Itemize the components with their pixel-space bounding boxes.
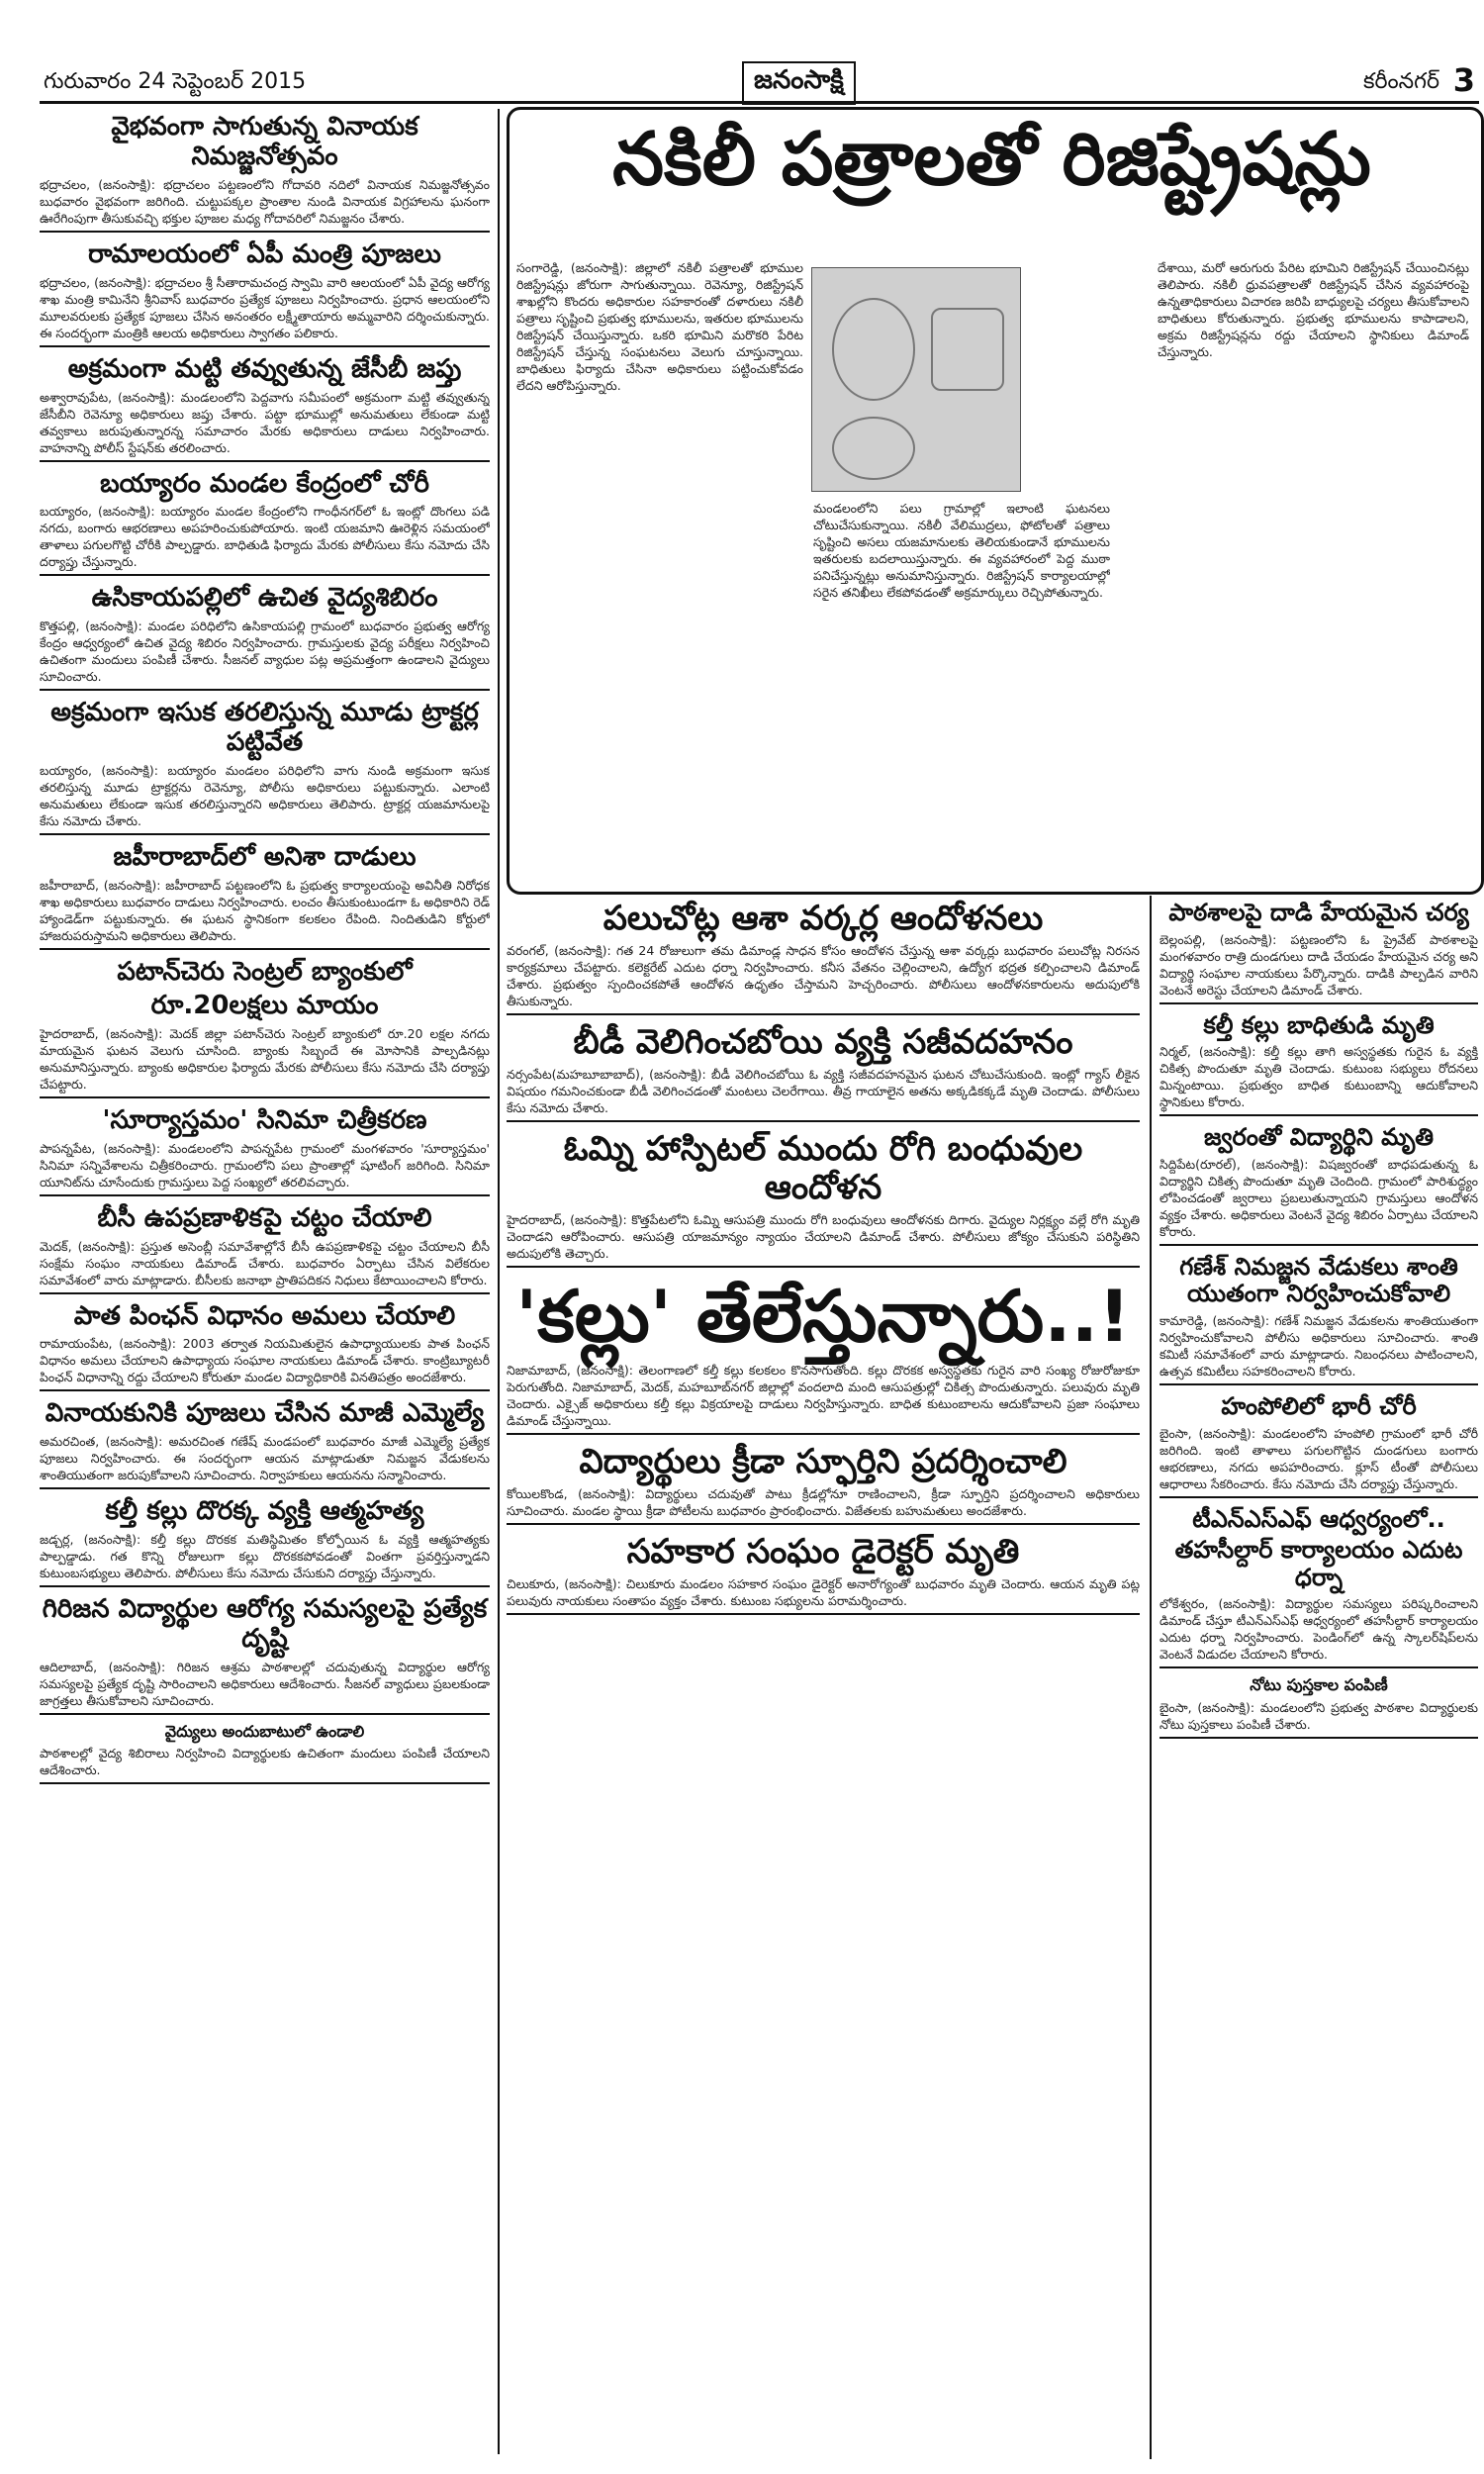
news-story (507, 1276, 1140, 1435)
right-column (1159, 896, 1478, 2459)
story-divider (507, 1523, 1140, 1525)
story-body: లోకేశ్వరం, (జనంసాక్షి): విద్యార్థుల సమస్యలు పరిష్కరించాలని డిమాండ్ చేస్తూ టీఎన్‌ఎస్‌ఎఫ్ ఆధ్వర్యంలో తహసీల్దార్ కార్యాలయం ఎదుట ధర్నా నిర్వహించారు. పెండింగ్‌లో ఉన్న స్కాలర్‌షిప్‌లను వెంటనే విడుదల చేయాలని కోరారు. (1159, 1596, 1478, 1663)
news-story (40, 355, 490, 462)
story-divider (40, 1194, 490, 1196)
page-header (40, 61, 1479, 104)
news-story (40, 584, 490, 691)
story-divider (1159, 1114, 1478, 1116)
news-story (1159, 1124, 1478, 1246)
story-body: జడ్చర్ల, (జనంసాక్షి): కల్తీ కల్లు దొరకక మతిస్థిమితం కోల్పోయిన ఓ వ్యక్తి ఆత్మహత్యకు పాల్పడ్డాడు. గత కొన్ని రోజులుగా కల్లు దొరకకపోవడంతో వింతగా ప్రవర్తిస్తున్నాడని కుటుంబసభ్యులు తెలిపారు. పోలీసులు కేసు నమోదు చేసుకుని దర్యాప్తు చేస్తున్నారు. (40, 1532, 490, 1581)
story-headline: అక్రమంగా ఇసుక తరలిస్తున్న మూడు ట్రాక్టర్ల పట్టివేత (50, 698, 479, 758)
story-headline: కల్తీ కల్లు దొరక్క వ్యక్తి ఆత్మహత్య (105, 1496, 424, 1527)
story-body: కామారెడ్డి, (జనంసాక్షి): గణేశ్ నిమజ్జన వేడుకలను శాంతియుతంగా నిర్వహించుకోవాలని పోలీసు అధికారులు సూచించారు. శాంతి కమిటీ సమావేశంలో వారు మాట్లాడారు. నిబంధనలు పాటించాలని, ఉత్సవ కమిటీలు సహకరించాలని కోరారు. (1159, 1312, 1478, 1379)
story-body: సిద్దిపేట(రూరల్), (జనంసాక్షి): విషజ్వరంతో బాధపడుతున్న ఓ విద్యార్థిని చికిత్స పొందుతూ మృతి చెందింది. గ్రామంలో పారిశుద్ధ్యం లోపించడంతో జ్వరాలు ప్రబలుతున్నాయని గ్రామస్తులు ఆందోళన వ్యక్తం చేశారు. అధికారులు వెంటనే వైద్య శిబిరం ఏర్పాటు చేయాలని కోరారు. (1159, 1156, 1478, 1239)
story-divider (40, 231, 490, 233)
news-story (40, 1595, 490, 1715)
story-headline: గణేశ్ నిమజ్జన వేడుకలు శాంతి యుతంగా నిర్వహించుకోవాలి (1179, 1252, 1458, 1308)
story-headline: ఓమ్ని హాస్పిటల్ ముందు రోగి బంధువుల ఆందోళన (563, 1129, 1083, 1208)
story-divider (507, 1120, 1140, 1122)
story-divider (40, 574, 490, 576)
story-headline: 'సూర్యాస్తమం' సినిమా చిత్రీకరణ (102, 1104, 427, 1135)
story-headline: వినాయకునికి పూజలు చేసిన మాజీ ఎమ్మెల్యే (45, 1398, 485, 1429)
story-divider (40, 689, 490, 691)
story-body: కొత్తపల్లి, (జనంసాక్షి): మండల పరిధిలోని ఉసికాయపల్లి గ్రామంలో బుధవారం ప్రభుత్వ ఆరోగ్య కేంద్రం ఆధ్వర్యంలో ఉచిత వైద్య శిబిరం నిర్వహించారు. గ్రామస్తులకు వైద్య పరీక్షలు నిర్వహించి ఉచితంగా మందులు పంపిణీ చేశారు. సీజనల్ వ్యాధుల పట్ల అప్రమత్తంగా ఉండాలని వైద్యులు సూచించారు. (40, 618, 490, 685)
story-body: బయ్యారం, (జనంసాక్షి): బయ్యారం మండలం పరిధిలోని వాగు నుండి అక్రమంగా ఇసుక తరలిస్తున్న మూడు ట్రాక్టర్లను రెవెన్యూ, పోలీసు అధికారులు పట్టుకున్నారు. ఎలాంటి అనుమతులు లేకుండా ఇసుక తరలిస్తున్నారని అధికారులు తెలిపారు. ట్రాక్టర్ల యజమానులపై కేసు నమోదు చేశారు. (40, 763, 490, 829)
issue-date: గురువారం 24 సెప్టెంబర్ 2015 (44, 69, 307, 94)
story-body: భద్రాచలం, (జనంసాక్షి): భద్రాచలం శ్రీ సీతారామచంద్ర స్వామి వారి ఆలయంలో ఏపీ వైద్య ఆరోగ్య శాఖ మంత్రి కామినేని శ్రీనివాస్ బుధవారం ప్రత్యేక పూజలు నిర్వహించారు. ప్రధాన ఆలయంలోని మూలవరులకు ప్రత్యేక పూజలు చేసిన అనంతరం లక్ష్మీతాయారు అమ్మవారిని దర్శించుకున్నారు. ఈ సందర్భంగా మంత్రికి ఆలయ అధికారులు స్వాగతం పలికారు. (40, 274, 490, 340)
story-divider (1159, 1383, 1478, 1385)
story-divider (40, 460, 490, 462)
story-divider (507, 1266, 1140, 1268)
fingerprint-icon (832, 417, 915, 480)
story-headline: పాత పింఛన్ విధానం అమలు చేయాలి (73, 1300, 456, 1331)
news-story (1159, 900, 1478, 1004)
news-story (40, 843, 490, 950)
story-headline: పాఠశాలపై దాడి హేయమైన చర్య (1168, 899, 1469, 926)
story-headline: అక్రమంగా మట్టి తవ్వుతున్న జేసీబీ జప్తు (67, 353, 462, 384)
middle-column (507, 896, 1140, 2459)
fingerprint-icon (832, 298, 915, 401)
story-body: అశ్వారావుపేట, (జనంసాక్షి): మండలంలోని పెద్దవాగు సమీపంలో అక్రమంగా మట్టి తవ్వుతున్న జేసీబీని రెవెన్యూ అధికారులు జప్తు చేశారు. పట్టా భూముల్లో అనుమతులు లేకుండా మట్టి తవ్వకాలు జరుపుతున్నారన్న సమాచారం మేరకు అధికారులు దాడులు నిర్వహించారు. వాహనాన్ని పోలీస్ స్టేషన్‌కు తరలించారు. (40, 389, 490, 455)
story-divider (1159, 1002, 1478, 1004)
story-headline: హంపోలిలో భారీ చోరీ (1221, 1391, 1417, 1420)
story-body: అమరచింత, (జనంసాక్షి): అమరచింత గణేష్ మండపంలో బుధవారం మాజీ ఎమ్మెల్యే ప్రత్యేక పూజలు నిర్వహించారు. ఈ సందర్భంగా ఆయన మాట్లాడుతూ నిమజ్జన వేడుకలను శాంతియుతంగా జరుపుకోవాలని సూచించారు. నిర్వాహకులు ఆయనను సన్మానించారు. (40, 1434, 490, 1483)
story-headline: 'కల్లు' తేలేస్తున్నారు..! (515, 1275, 1131, 1359)
story-body: భద్రాచలం, (జనంసాక్షి): భద్రాచలం పట్టణంలోని గోదావరి నదిలో వినాయక నిమజ్జనోత్సవం బుధవారం వైభవంగా జరిగింది. చుట్టుపక్కల ప్రాంతాల నుండి వినాయక విగ్రహాలను ఘనంగా ఊరేగింపుగా తీసుకువచ్చి భక్తుల పూజల మధ్య గోదావరిలో నిమజ్జనం చేశారు. (40, 176, 490, 226)
news-story (40, 1204, 490, 1294)
story-headline: ఉసికాయపల్లిలో ఉచిత వైద్యశిబిరం (91, 583, 438, 614)
news-story (40, 699, 490, 835)
story-body: కోయిలకొండ, (జనంసాక్షి): విద్యార్థులు చదువుతో పాటు క్రీడల్లోనూ రాణించాలని, క్రీడా స్ఫూర్తిని ప్రదర్శించాలని అధికారులు సూచించారు. మండల స్థాయి క్రీడా పోటీలను బుధవారం ప్రారంభించారు. విజేతలకు బహుమతులు అందజేశారు. (507, 1486, 1140, 1519)
story-body: ఆదిలాబాద్, (జనంసాక్షి): గిరిజన ఆశ్రమ పాఠశాలల్లో చదువుతున్న విద్యార్థుల ఆరోగ్య సమస్యలపై ప్రత్యేక దృష్టి సారించాలని అధికారులు ఆదేశించారు. సీజనల్ వ్యాధులు ప్రబలకుండా జాగ్రత్తలు తీసుకోవాలని సూచించారు. (40, 1660, 490, 1709)
story-subheading: వైద్యులు అందుబాటులో ఉండాలి (164, 1722, 365, 1742)
story-divider (1159, 1496, 1478, 1498)
news-story (1159, 1506, 1478, 1669)
story-body: బైంసా, (జనంసాక్షి): మండలంలోని హంపోలి గ్రామంలో భారీ చోరీ జరిగింది. ఇంటి తాళాలు పగులగొట్టిన దుండగులు బంగారు ఆభరణాలు, నగదు అపహరించారు. క్లూస్ టీంతో పోలీసులు ఆధారాలు సేకరించారు. కేసు నమోదు చేసి దర్యాప్తు చేస్తున్నారు. (1159, 1425, 1478, 1491)
story-body: బయ్యారం, (జనంసాక్షి): బయ్యారం మండల కేంద్రంలోని గాంధీనగర్‌లో ఓ ఇంట్లో దొంగలు పడి నగదు, బంగారు ఆభరణాలు అపహరించుకుపోయారు. ఇంటి యజమాని ఊరెళ్లిన సమయంలో తాళాలు పగులగొట్టి చోరీకి పాల్పడ్డారు. బాధితుడి ఫిర్యాదు మేరకు పోలీసులు కేసు నమోదు చేసి దర్యాప్తు చేస్తున్నారు. (40, 504, 490, 570)
story-divider (1159, 1737, 1478, 1739)
story-headline: బీడీ వెలిగించబోయి వ్యక్తి సజీవదహనం (573, 1022, 1073, 1063)
story-divider (1159, 1244, 1478, 1246)
story-headline: బయ్యారం మండల కేంద్రంలో చోరీ (100, 468, 429, 499)
fingerprint-photo (811, 267, 1021, 492)
story-divider (40, 833, 490, 835)
story-divider (40, 1096, 490, 1098)
column-divider (1150, 896, 1152, 2459)
news-story (507, 900, 1140, 1015)
story-headline: విద్యార్థులు క్రీడా స్ఫూర్తిని ప్రదర్శించాలి (579, 1442, 1067, 1482)
news-story (507, 1130, 1140, 1268)
left-column (40, 109, 490, 2464)
news-story (40, 1302, 490, 1392)
story-body: బెల్లంపల్లి, (జనంసాక్షి): పట్టణంలోని ఓ ప్రైవేట్ పాఠశాలపై మంగళవారం రాత్రి దుండగులు దాడి చేయడం హేయమైన చర్య అని విద్యార్థి సంఘాల నాయకులు పేర్కొన్నారు. దాడికి పాల్పడిన వారిని వెంటనే అరెస్టు చేయాలని డిమాండ్ చేశారు. (1159, 931, 1478, 998)
story-body: జహీరాబాద్, (జనంసాక్షి): జహీరాబాద్ పట్టణంలోని ఓ ప్రభుత్వ కార్యాలయంపై అవినీతి నిరోధక శాఖ అధికారులు బుధవారం దాడులు నిర్వహించారు. లంచం తీసుకుంటుండగా ఓ అధికారిని రెడ్ హ్యాండెడ్‌గా పట్టుకున్నారు. ఈ ఘటన స్థానికంగా కలకలం రేపింది. నిందితుడిని కోర్టులో హాజరుపరుస్తామని అధికారులు తెలిపారు. (40, 878, 490, 944)
news-story (507, 1443, 1140, 1525)
lead-body-col1: సంగారెడ్డి, (జనంసాక్షి): జిల్లాలో నకిలీ పత్రాలతో భూముల రిజిస్ట్రేషన్లు జోరుగా సాగుతున్నాయి. రెవెన్యూ, రిజిస్ట్రేషన్ శాఖల్లోని కొందరు అధికారుల సహకారంతో దళారులు నకిలీ పత్రాలు సృష్టించి ప్రభుత్వ భూములను, ఇతరుల భూములను రిజిస్ట్రేషన్ చేయిస్తున్నారు. ఒకరి భూమిని మరొకరి పేరిట రిజిస్ట్రేషన్ చేస్తున్న సంఘటనలు వెలుగు చూస్తున్నాయి. బాధితులు ఫిర్యాదు చేసినా అధికారులు పట్టించుకోవడం లేదని ఆరోపిస్తున్నారు. (516, 260, 803, 393)
lead-body-col3: దేశాయి, మరో ఆరుగురు పేరిట భూమిని రిజిస్ట్రేషన్ చేయించినట్లు తెలిపారు. నకిలీ ధ్రువపత్రాలతో రిజిస్ట్రేషన్ చేసిన వ్యవహారంపై ఉన్నతాధికారులు విచారణ జరిపి బాధ్యులపై చర్యలు తీసుకోవాలని బాధితులు కోరుతున్నారు. ప్రభుత్వ భూములను కాపాడాలని, అక్రమ రిజిస్ట్రేషన్లను రద్దు చేయాలని స్థానికులు డిమాండ్ చేస్తున్నారు. (1158, 260, 1469, 359)
story-headline: టీఎన్‌ఎస్‌ఎఫ్ ఆధ్వర్యంలో.. (1192, 1504, 1445, 1533)
story-divider (40, 1713, 490, 1715)
news-story (1159, 1676, 1478, 1738)
masthead-logo: జనంసాక్షి (742, 61, 856, 105)
story-divider (40, 1585, 490, 1587)
news-story (1159, 1012, 1478, 1117)
news-story (507, 1023, 1140, 1122)
story-body: హైదరాబాద్, (జనంసాక్షి): మెదక్ జిల్లా పటాన్‌చెరు సెంట్రల్ బ్యాంకులో రూ.20 లక్షల నగదు మాయమైన ఘటన వెలుగు చూసింది. బ్యాంకు సిబ్బందే ఈ మోసానికి పాల్పడినట్లు అనుమానిస్తున్నారు. బ్యాంకు అధికారుల ఫిర్యాదు మేరకు పోలీసులు కేసు నమోదు చేసి దర్యాప్తు చేపట్టారు. (40, 1025, 490, 1092)
column-divider (498, 109, 500, 2454)
story-divider (40, 1389, 490, 1391)
story-headline: జహీరాబాద్‌లో అనిశా దాడులు (113, 842, 417, 873)
story-divider (40, 345, 490, 347)
story-body: నర్సంపేట(మహబూబాబాద్), (జనంసాక్షి): బీడీ వెలిగించబోయి ఓ వ్యక్తి సజీవదహనమైన ఘటన చోటుచేసుకుంది. ఇంట్లో గ్యాస్ లీకైన విషయం గమనించకుండా బీడీ వెలిగించడంతో మంటలు చెలరేగాయి. తీవ్ర గాయాలైన అతను అక్కడికక్కడే మృతి చెందాడు. పోలీసులు కేసు నమోదు చేశారు. (507, 1067, 1140, 1116)
story-body: చిలుకూరు, (జనంసాక్షి): చిలుకూరు మండలం సహకార సంఘం డైరెక్టర్ అనారోగ్యంతో బుధవారం మృతి చెందారు. ఆయన మృతి పట్ల పలువురు నాయకులు సంతాపం వ్యక్తం చేశారు. కుటుంబ సభ్యులను పరామర్శించారు. (507, 1576, 1140, 1609)
story-body: పాఠశాలల్లో వైద్య శిబిరాలు నిర్వహించి విద్యార్థులకు ఉచితంగా మందులు పంపిణీ చేయాలని ఆదేశించారు. (40, 1746, 490, 1778)
story-body: నిజామాబాద్, (జనంసాక్షి): తెలంగాణలో కల్తీ కల్లు కలకలం కొనసాగుతోంది. కల్లు దొరకక అస్వస్థతకు గురైన వారి సంఖ్య రోజురోజుకూ పెరుగుతోంది. నిజామాబాద్, మెదక్, మహబూబ్‌నగర్ జిల్లాల్లో వందలాది మంది ఆసుపత్రుల్లో చికిత్స పొందుతున్నారు. పలువురు మృతి చెందారు. ఎక్సైజ్ అధికారులు కల్తీ కల్లు విక్రయాలపై దాడులు నిర్వహిస్తున్నారు. బాధిత కుటుంబాలను ఆదుకోవాలని ప్రజా సంఘాలు డిమాండ్ చేస్తున్నాయి. (507, 1363, 1140, 1429)
story-headline: వైభవంగా సాగుతున్న వినాయక నిమజ్జనోత్సవం (111, 112, 418, 171)
page-number: 3 (1452, 61, 1475, 99)
news-story (40, 1723, 490, 1784)
story-headline: బీసీ ఉపప్రణాళికపై చట్టం చేయాలి (97, 1202, 432, 1233)
story-headline: రూ.20లక్షలు మాయం (150, 990, 379, 1020)
story-headline: పటాన్‌చెరు సెంట్రల్ బ్యాంకులో (117, 957, 413, 988)
lead-body-col2: మండలంలోని పలు గ్రామాల్లో ఇలాంటి ఘటనలు చోటుచేసుకున్నాయి. నకిలీ వేలిముద్రలు, ఫోటోలతో పత్రాలు సృష్టించి అసలు యజమానులకు తెలియకుండానే భూములను ఇతరులకు బదలాయిస్తున్నారు. ఈ వ్యవహారంలో పెద్ద ముఠా పనిచేస్తున్నట్లు అనుమానిస్తున్నారు. రిజిస్ట్రేషన్ కార్యాలయాల్లో సరైన తనిఖీలు లేకపోవడంతో అక్రమార్కులు రెచ్చిపోతున్నారు. (813, 501, 1110, 600)
story-divider (40, 948, 490, 950)
news-story (40, 1497, 490, 1587)
story-subheading: నోటు పుస్తకాల పంపిణీ (1250, 1675, 1388, 1695)
story-body: రామాయంపేట, (జనంసాక్షి): 2003 తర్వాత నియమితులైన ఉపాధ్యాయులకు పాత పింఛన్ విధానం అమలు చేయాలని ఉపాధ్యాయ సంఘాల నాయకులు డిమాండ్ చేశారు. కాంట్రిబ్యూటరీ పింఛన్ విధానాన్ని రద్దు చేయాలని కోరుతూ మండల విద్యాధికారికి వినతిపత్రం అందజేశారు. (40, 1336, 490, 1385)
story-body: మెదక్, (జనంసాక్షి): ప్రస్తుత అసెంబ్లీ సమావేశాల్లోనే బీసీ ఉపప్రణాళికపై చట్టం చేయాలని బీసీ సంక్షేమ సంఘం నాయకులు డిమాండ్ చేశారు. బుధవారం ఏర్పాటు చేసిన విలేకరుల సమావేశంలో వారు మాట్లాడారు. బీసీలకు జనాభా ప్రాతిపదికన నిధులు కేటాయించాలని కోరారు. (40, 1238, 490, 1287)
story-divider (507, 1013, 1140, 1015)
story-divider (507, 1433, 1140, 1435)
story-headline: గిరిజన విద్యార్థుల ఆరోగ్య సమస్యలపై ప్రత్యేక దృష్టి (42, 1594, 488, 1655)
story-divider (40, 1487, 490, 1489)
story-body: హైదరాబాద్, (జనంసాక్షి): కొత్తపేటలోని ఓమ్ని ఆసుపత్రి ముందు రోగి బంధువులు ఆందోళనకు దిగారు. వైద్యుల నిర్లక్ష్యం వల్లే రోగి మృతి చెందాడని ఆరోపించారు. ఆసుపత్రి యాజమాన్యం న్యాయం చేయాలని డిమాండ్ చేశారు. పోలీసులు జోక్యం చేసుకుని పరిస్థితిని అదుపులోకి తెచ్చారు. (507, 1212, 1140, 1262)
story-body: బైంసా, (జనంసాక్షి): మండలంలోని ప్రభుత్వ పాఠశాల విద్యార్థులకు నోటు పుస్తకాలు పంపిణీ చేశారు. (1159, 1699, 1478, 1732)
story-headline: కల్తీ కల్లు బాధితుడి మృతి (1203, 1010, 1435, 1039)
story-divider (507, 1613, 1140, 1615)
story-headline: రామాలయంలో ఏపీ మంత్రి పూజలు (88, 238, 441, 269)
story-headline: తహసీల్దార్ కార్యాలయం ఎదుట ధర్నా (1174, 1536, 1463, 1591)
edition-place: కరీంనగర్ (1362, 69, 1439, 94)
news-story (40, 470, 490, 577)
story-divider (40, 1292, 490, 1294)
story-headline: సహకార సంఘం డైరెక్టర్ మృతి (626, 1532, 1020, 1572)
story-headline: పలుచోట్ల ఆశా వర్కర్ల ఆందోళనలు (603, 899, 1044, 938)
news-story (40, 1399, 490, 1489)
news-story (40, 1106, 490, 1196)
story-body: పాపన్నపేట, (జనంసాక్షి): మండలంలోని పాపన్నపేట గ్రామంలో మంగళవారం 'సూర్యాస్తమం' సినిమా సన్నివేశాలను చిత్రీకరించారు. గ్రామంలోని పలు ప్రాంతాల్లో షూటింగ్ జరిగింది. సినిమా యూనిట్‌ను చూసేందుకు గ్రామస్తులు పెద్ద సంఖ్యలో తరలివచ్చారు. (40, 1140, 490, 1189)
story-body: వరంగల్, (జనంసాక్షి): గత 24 రోజులుగా తమ డిమాండ్ల సాధన కోసం ఆందోళన చేస్తున్న ఆశా వర్కర్లు బుధవారం పలుచోట్ల నిరసన కార్యక్రమాలు చేపట్టారు. కలెక్టరేట్ ఎదుట ధర్నా నిర్వహించారు. కనీస వేతనం చెల్లించాలని, ఉద్యోగ భద్రత కల్పించాలని డిమాండ్ చేశారు. ప్రభుత్వం స్పందించకపోతే ఆందోళన ఉధృతం చేస్తామని హెచ్చరించారు. పోలీసులు ఆందోళనకారులను అదుపులోకి తీసుకున్నారు. (507, 943, 1140, 1009)
news-story (1159, 1393, 1478, 1498)
story-divider (1159, 1666, 1478, 1668)
news-story (1159, 1254, 1478, 1385)
news-story (40, 113, 490, 233)
story-headline: జ్వరంతో విద్యార్థిని మృతి (1204, 1123, 1434, 1152)
story-body: నిర్మల్, (జనంసాక్షి): కల్తీ కల్లు తాగి అస్వస్థతకు గురైన ఓ వ్యక్తి చికిత్స పొందుతూ మృతి చెందాడు. కుటుంబ సభ్యులు రోదనలు మిన్నంటాయి. ప్రభుత్వం బాధిత కుటుంబాన్ని ఆదుకోవాలని స్థానికులు కోరారు. (1159, 1044, 1478, 1110)
news-story (40, 240, 490, 347)
story-divider (40, 1782, 490, 1784)
lead-headline: నకిలీ పత్రాలతో రిజిష్ట్రేషన్లు (612, 117, 1371, 202)
news-story (40, 958, 490, 1098)
news-story (507, 1533, 1140, 1615)
portrait-icon (931, 308, 1004, 391)
